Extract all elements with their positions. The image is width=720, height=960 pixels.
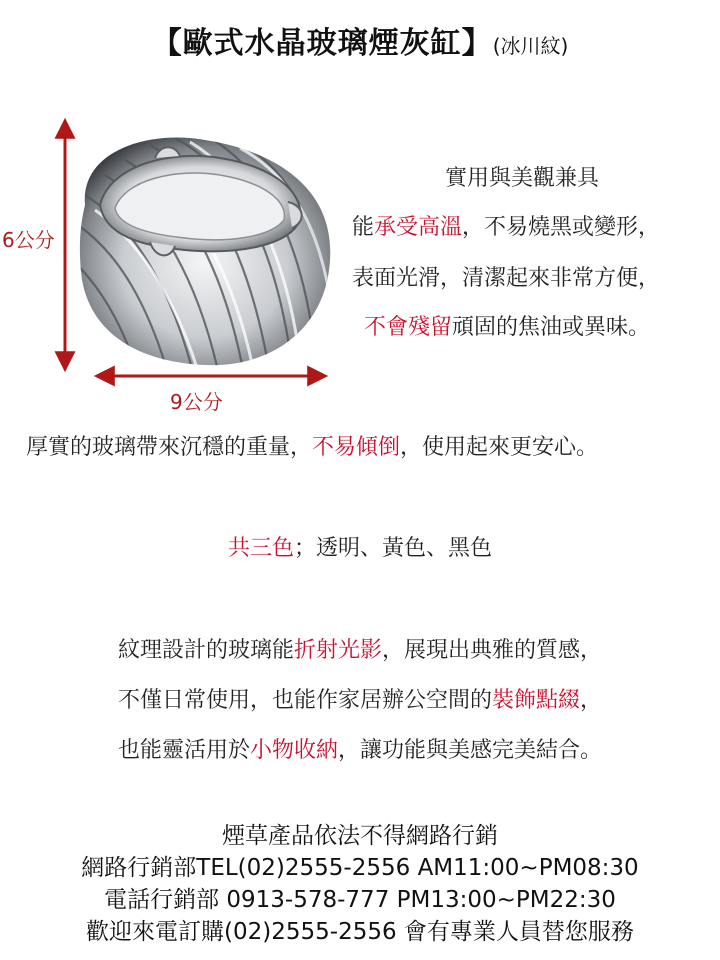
page-title — [0, 18, 720, 62]
features-line-3: 不會殘留頑固的焦油或異味。 — [364, 315, 651, 340]
title-sub: (冰川紋) — [492, 34, 569, 58]
colors-line: 共三色；透明、黃色、黑色 — [227, 536, 493, 561]
features-line-2: 表面光滑，清潔起來非常方便， — [352, 266, 661, 291]
ashtray-photo — [60, 135, 340, 380]
design-line-1: 紋理設計的玻璃能折射光影，展現出典雅的質感， — [117, 638, 603, 663]
contact-welcome: 歡迎來電訂購(02)2555-2556 會有專業人員替您服務 — [86, 919, 634, 945]
design-line-2: 不僅日常使用，也能作家居辦公空間的裝飾點綴， — [117, 688, 603, 713]
weight-line: 厚實的玻璃帶來沉穩的重量，不易傾倒，使用起來更安心。 — [26, 435, 599, 460]
width-label: 9公分 — [170, 390, 223, 414]
design-line-3: 也能靈活用於小物收納，讓功能與美感完美結合。 — [117, 738, 603, 763]
title-main: 【歐式水晶玻璃煙灰缸】 — [151, 26, 493, 61]
contact-phone: 電話行銷部 0913-578-777 PM13:00~PM22:30 — [104, 887, 616, 913]
contact-notice: 煙草產品依法不得網路行銷 — [222, 823, 498, 849]
height-label: 6公分 — [2, 228, 55, 252]
features-line-1: 能承受高溫，不易燒黑或變形， — [352, 215, 661, 240]
contact-online: 網路行銷部TEL(02)2555-2556 AM11:00~PM08:30 — [81, 855, 639, 881]
product-figure — [0, 110, 340, 410]
features-heading: 實用與美觀兼具 — [445, 166, 600, 191]
